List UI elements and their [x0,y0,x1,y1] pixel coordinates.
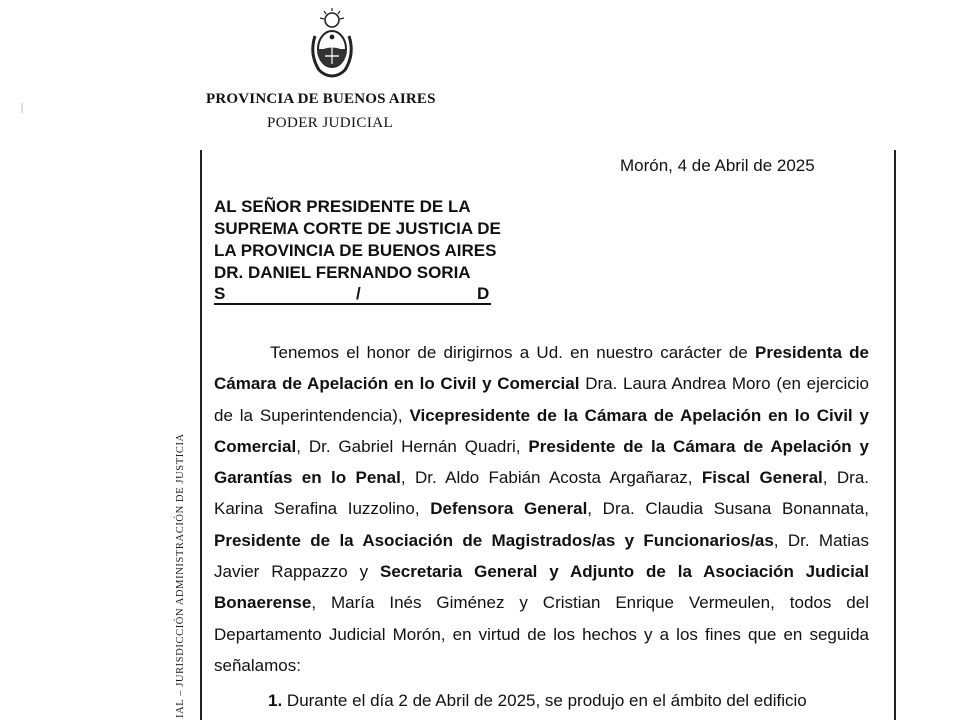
item-number: 1. [268,691,283,710]
header-branch: PODER JUDICIAL [267,115,394,131]
body-text-run: , Dra. Karina Serafina Iuzzolino, [214,468,869,519]
addressee-line: AL SEÑOR PRESIDENTE DE LA [214,197,471,216]
letter-date: Morón, 4 de Abril de 2025 [620,156,815,175]
body-bold-run: Fiscal General [701,468,823,488]
body-bold-run: Vicepresidente de la Cámara de Apelación en lo Civil y Comercial [214,405,869,456]
addressee-block [214,196,501,284]
body-paragraph [214,337,869,681]
body-bold-run: Secretaria General y Adjunto de la Asociación Judicial Bonaerense [214,562,869,613]
body-text-run: Dra. Laura Andrea Moro (en ejercicio de la Superintendencia), [214,374,869,425]
body-text-run: , Dr. Matias Javier Rappazzo y [214,530,869,582]
coat-of-arms-icon [305,6,359,80]
sd-slash: / [356,284,361,303]
header-province: PROVINCIA DE BUENOS AIRES [206,91,436,107]
sd-d: D [477,284,490,303]
body-text-run: , Dr. Gabriel Hernán Quadri, [296,436,529,456]
body-bold-run: Presidenta de Cámara de Apelación en lo Civil y Comercial [214,343,869,394]
body-bold-run: Presidente de la Cámara de Apelación y Garantías en lo Penal [214,436,869,488]
addressee-line: DR. DANIEL FERNANDO SORIA [214,263,471,282]
item-text: Durante el día 2 de Abril de 2025, se produjo en el ámbito del edificio [282,691,807,710]
side-vertical-text: IAL – JURISDICCIÓN ADMINISTRACIÓN DE JUSTICIA [175,433,186,718]
scan-speck [21,103,23,113]
body-bold-run: Presidente de la Asociación de Magistrados/as y Funcionarios/as [214,530,774,550]
addressee-line: SUPREMA CORTE DE JUSTICIA DE [214,219,501,238]
sd-s: S [214,284,226,303]
body-text-run: , Dr. Aldo Fabián Acosta Argañaraz, [400,468,702,488]
right-margin-rule [894,150,896,720]
body-text-run: , María Inés Giménez y Cristian Enrique Vermeulen, todos del Departamento Judicial Morón, en virtud de los hechos y a los fines que en seguida señalamos: [214,593,869,675]
body-bold-run: Defensora General [430,499,588,519]
body-text-run: , Dra. Claudia Susana Bonannata, [587,499,869,519]
body-text-run: Tenemos el honor de dirigirnos a Ud. en nuestro carácter de [270,343,755,362]
numbered-item-1 [268,691,807,711]
sd-underline [214,285,491,305]
addressee-line: LA PROVINCIA DE BUENOS AIRES [214,241,497,260]
left-margin-rule [200,150,202,720]
